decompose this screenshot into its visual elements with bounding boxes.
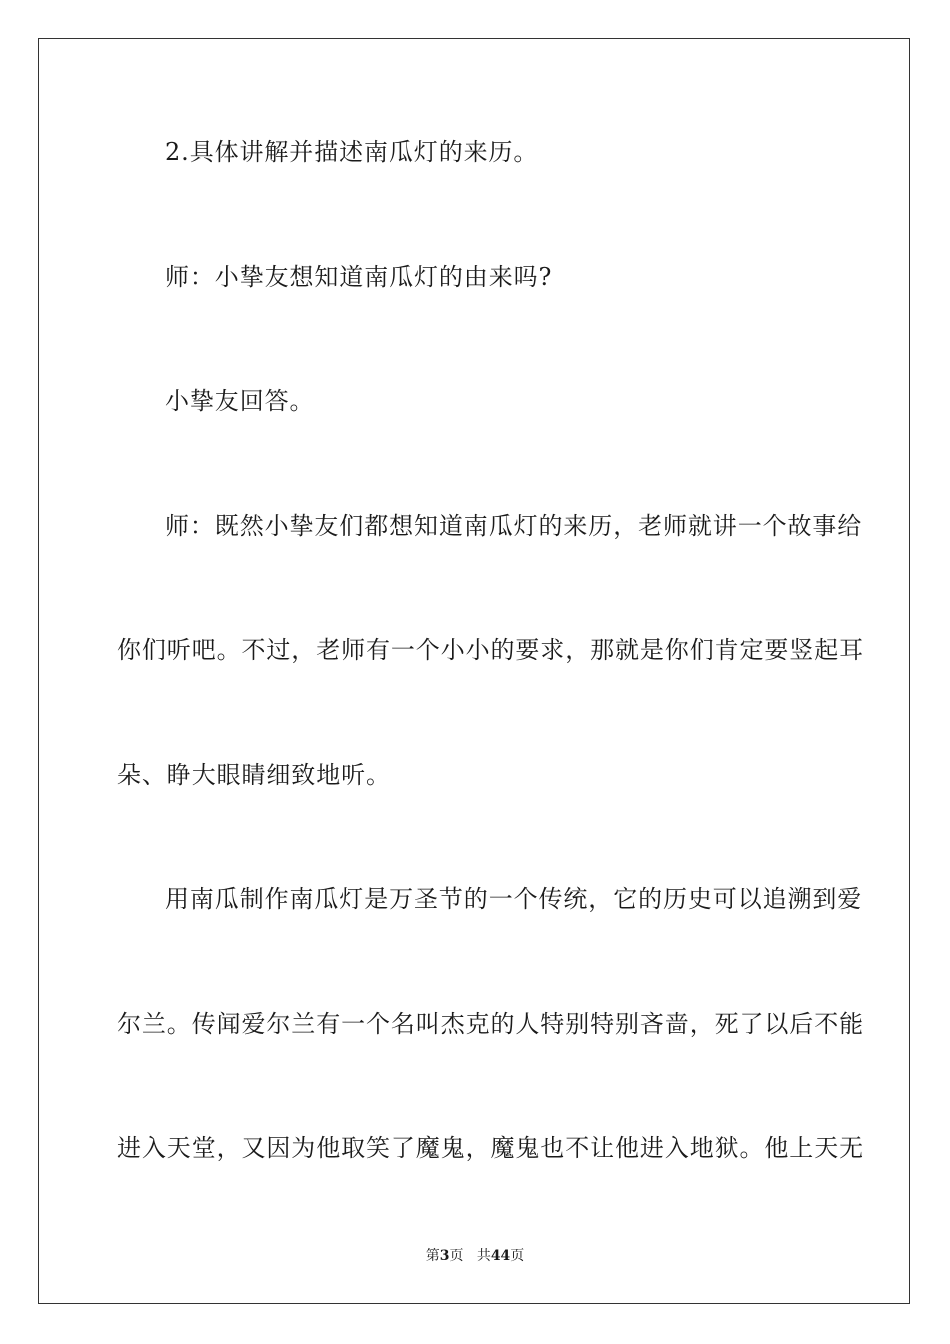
paragraph-5-line-2: 尔兰。传闻爱尔兰有一个名叫杰克的人特别特别吝啬，死了以后不能: [117, 1010, 864, 1038]
footer-total-suffix: 页: [510, 1248, 525, 1264]
footer-total-pages: 44: [490, 1248, 511, 1264]
paragraph-5-line-3: 进入天堂，又因为他取笑了魔鬼，魔鬼也不让他进入地狱。他上天无: [117, 1134, 864, 1162]
paragraph-2-line-1: 师：小挚友想知道南瓜灯的由来吗?: [165, 263, 553, 291]
paragraph-4-line-2: 你们听吧。不过，老师有一个小小的要求，那就是你们肯定要竖起耳: [117, 636, 864, 664]
paragraph-4-line-1: 师：既然小挚友们都想知道南瓜灯的来历，老师就讲一个故事给: [165, 512, 863, 540]
footer-page-number: 3: [439, 1248, 450, 1264]
footer-total-prefix: 共: [476, 1248, 491, 1264]
paragraph-1-line-1: 2.具体讲解并描述南瓜灯的来历。: [165, 138, 539, 166]
page-footer: [0, 1247, 950, 1265]
page-border: [38, 38, 910, 1304]
paragraph-5-line-1: 用南瓜制作南瓜灯是万圣节的一个传统，它的历史可以追溯到爱: [165, 885, 863, 913]
paragraph-3-line-1: 小挚友回答。: [165, 387, 315, 415]
footer-page-suffix: 页: [449, 1248, 464, 1264]
footer-page-prefix: 第: [425, 1248, 440, 1264]
paragraph-4-line-3: 朵、睁大眼睛细致地听。: [117, 761, 391, 789]
